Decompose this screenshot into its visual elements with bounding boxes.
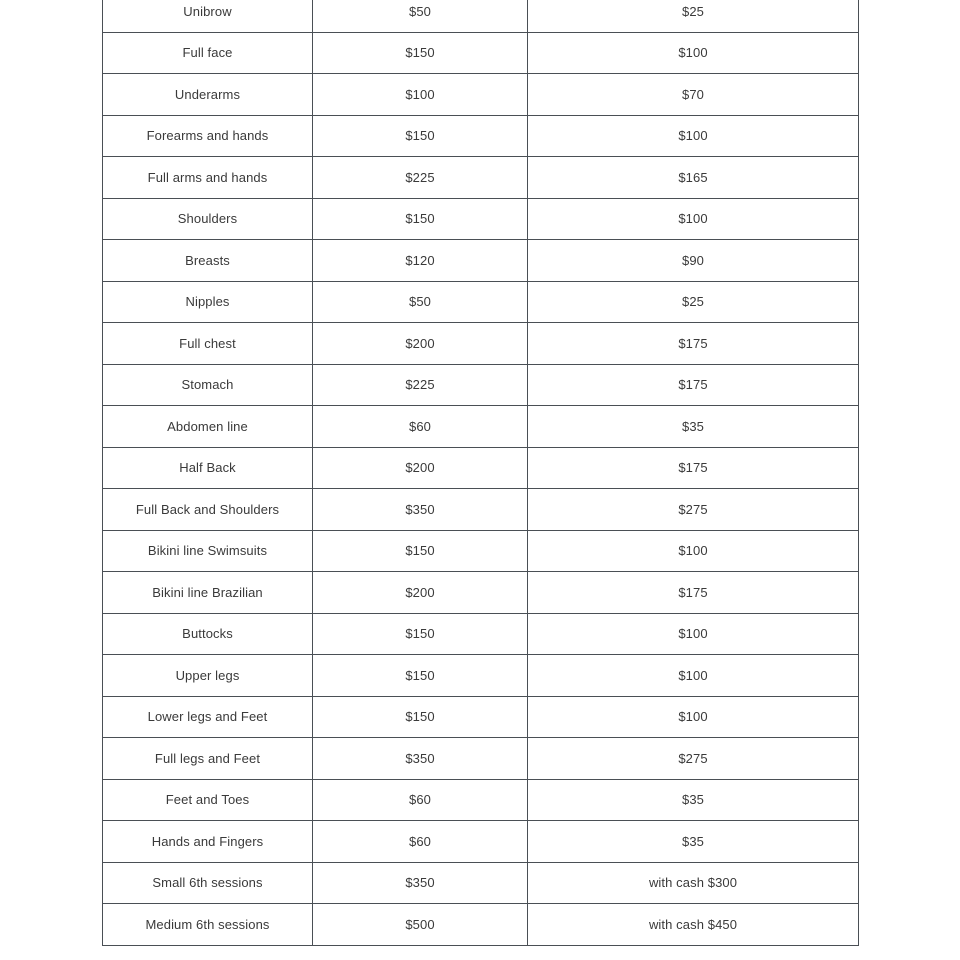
price-cell: $350 [313,489,528,531]
table-row [103,115,859,157]
discount-price-cell: $35 [528,821,859,863]
price-cell: $60 [313,779,528,821]
discount-price-cell: $35 [528,406,859,448]
table-row [103,862,859,904]
discount-price-cell: $25 [528,281,859,323]
discount-price-cell: $100 [528,613,859,655]
table-row [103,157,859,199]
price-cell: $150 [313,696,528,738]
discount-price-cell: $100 [528,530,859,572]
table-row [103,696,859,738]
price-cell: $350 [313,862,528,904]
table-row [103,240,859,282]
table-row [103,572,859,614]
discount-price-cell: $25 [528,0,859,32]
price-cell: $60 [313,406,528,448]
discount-price-cell: with cash $450 [528,904,859,946]
price-cell: $150 [313,655,528,697]
discount-price-cell: with cash $300 [528,862,859,904]
table-row [103,613,859,655]
discount-price-cell: $175 [528,364,859,406]
table-row [103,738,859,780]
table-row [103,655,859,697]
price-table-container [102,0,858,946]
price-cell: $150 [313,115,528,157]
table-row [103,447,859,489]
table-row [103,904,859,946]
table-row [103,530,859,572]
table-row [103,281,859,323]
area-cell: Feet and Toes [103,779,313,821]
discount-price-cell: $100 [528,32,859,74]
price-cell: $60 [313,821,528,863]
area-cell: Full Back and Shoulders [103,489,313,531]
price-cell: $225 [313,364,528,406]
price-cell: $225 [313,157,528,199]
area-cell: Full arms and hands [103,157,313,199]
discount-price-cell: $175 [528,323,859,365]
table-row [103,821,859,863]
price-cell: $200 [313,323,528,365]
discount-price-cell: $100 [528,198,859,240]
area-cell: Nipples [103,281,313,323]
discount-price-cell: $100 [528,115,859,157]
price-cell: $50 [313,281,528,323]
discount-price-cell: $175 [528,447,859,489]
table-row [103,198,859,240]
area-cell: Underarms [103,74,313,116]
area-cell: Lower legs and Feet [103,696,313,738]
area-cell: Medium 6th sessions [103,904,313,946]
area-cell: Stomach [103,364,313,406]
area-cell: Small 6th sessions [103,862,313,904]
price-cell: $200 [313,572,528,614]
table-row [103,323,859,365]
discount-price-cell: $275 [528,738,859,780]
area-cell: Full chest [103,323,313,365]
table-row [103,489,859,531]
discount-price-cell: $35 [528,779,859,821]
discount-price-cell: $90 [528,240,859,282]
discount-price-cell: $175 [528,572,859,614]
discount-price-cell: $70 [528,74,859,116]
price-table [102,0,859,946]
price-cell: $120 [313,240,528,282]
table-row [103,0,859,32]
table-row [103,364,859,406]
area-cell: Bikini line Swimsuits [103,530,313,572]
area-cell: Half Back [103,447,313,489]
price-cell: $50 [313,0,528,32]
area-cell: Abdomen line [103,406,313,448]
area-cell: Bikini line Brazilian [103,572,313,614]
area-cell: Upper legs [103,655,313,697]
price-table-body [103,0,859,945]
price-cell: $150 [313,530,528,572]
price-cell: $150 [313,32,528,74]
price-cell: $500 [313,904,528,946]
table-row [103,779,859,821]
area-cell: Breasts [103,240,313,282]
price-cell: $200 [313,447,528,489]
table-row [103,74,859,116]
discount-price-cell: $100 [528,655,859,697]
discount-price-cell: $165 [528,157,859,199]
area-cell: Full face [103,32,313,74]
price-cell: $150 [313,613,528,655]
area-cell: Hands and Fingers [103,821,313,863]
discount-price-cell: $100 [528,696,859,738]
table-row [103,406,859,448]
area-cell: Unibrow [103,0,313,32]
table-row [103,32,859,74]
area-cell: Buttocks [103,613,313,655]
area-cell: Full legs and Feet [103,738,313,780]
price-cell: $100 [313,74,528,116]
price-cell: $350 [313,738,528,780]
area-cell: Forearms and hands [103,115,313,157]
area-cell: Shoulders [103,198,313,240]
price-cell: $150 [313,198,528,240]
discount-price-cell: $275 [528,489,859,531]
